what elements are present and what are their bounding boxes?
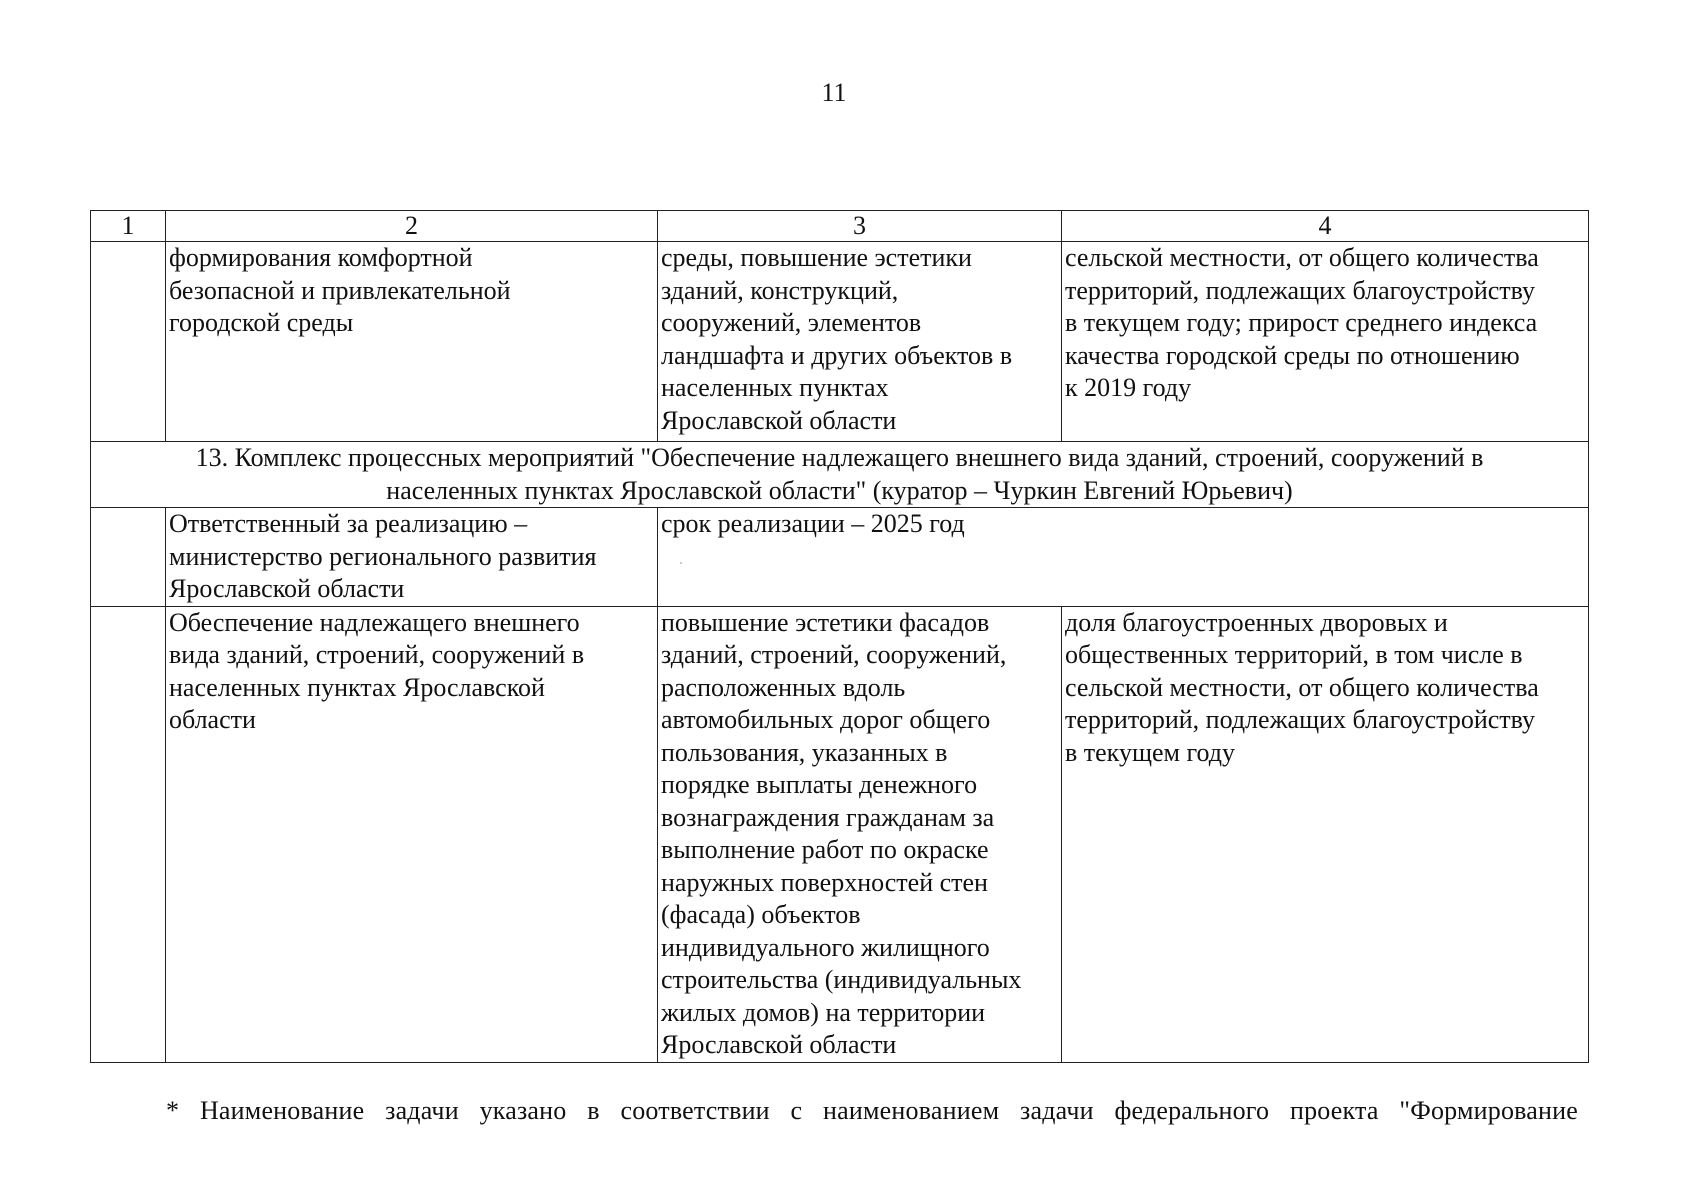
cell-result: повышение эстетики фасадов зданий, строений, сооружений, расположенных вдоль автомобильных дорог общего пользования, указанных в порядке выплаты денежного вознаграждения гражданам за выполнение работ по окраске наружных поверхностей стен (фасада) объектов индивидуального жилищного строительства (индивидуальных жилых домов) на территории Ярославской области [658,606,1062,1062]
cell-number [91,606,166,1062]
cell-task: Обеспечение надлежащего внешнего вида зданий, строений, сооружений в населенных пунктах Ярославской области [166,606,658,1062]
footnote: * Наименование задачи указано в соответствии с наименованием задачи федерального проекта "Формирование [166,1096,1578,1125]
cell-indicator: доля благоустроенных дворовых и общественных территорий, в том числе в сельской местности, от общего количества территорий, подлежащих благоустройству в текущем году [1062,606,1589,1062]
table-row-continuation [91,242,1589,442]
section-title-row [91,442,1589,508]
scan-speck [680,562,682,564]
table-header-row [91,211,1589,242]
goals-table [90,210,1589,1063]
responsible-cell: Ответственный за реализацию – министерство регионального развития Ярославской области [166,508,658,607]
deadline-cell: срок реализации – 2025 год [658,508,1589,607]
header-cell-1: 1 [91,211,166,242]
header-cell-3: 3 [658,211,1062,242]
cell-result: среды, повышение эстетики зданий, конструкций, сооружений, элементов ландшафта и других объектов в населенных пунктах Ярославской области [658,242,1062,442]
section-title: 13. Комплекс процессных мероприятий "Обеспечение надлежащего внешнего вида зданий, строений, сооружений в населенных пунктах Ярославской области" (куратор – Чуркин Евгений Юрьевич) [91,442,1589,508]
header-cell-2: 2 [166,211,658,242]
cell-number [91,242,166,442]
cell-task: формирования комфортной безопасной и привлекательной городской среды [166,242,658,442]
cell-indicator: сельской местности, от общего количества территорий, подлежащих благоустройству в текущем году; прирост среднего индекса качества городской среды по отношению к 2019 году [1062,242,1589,442]
header-cell-4: 4 [1062,211,1589,242]
cell-number [91,508,166,607]
responsible-row [91,508,1589,607]
page-number: 11 [821,78,847,107]
task-row [91,606,1589,1062]
